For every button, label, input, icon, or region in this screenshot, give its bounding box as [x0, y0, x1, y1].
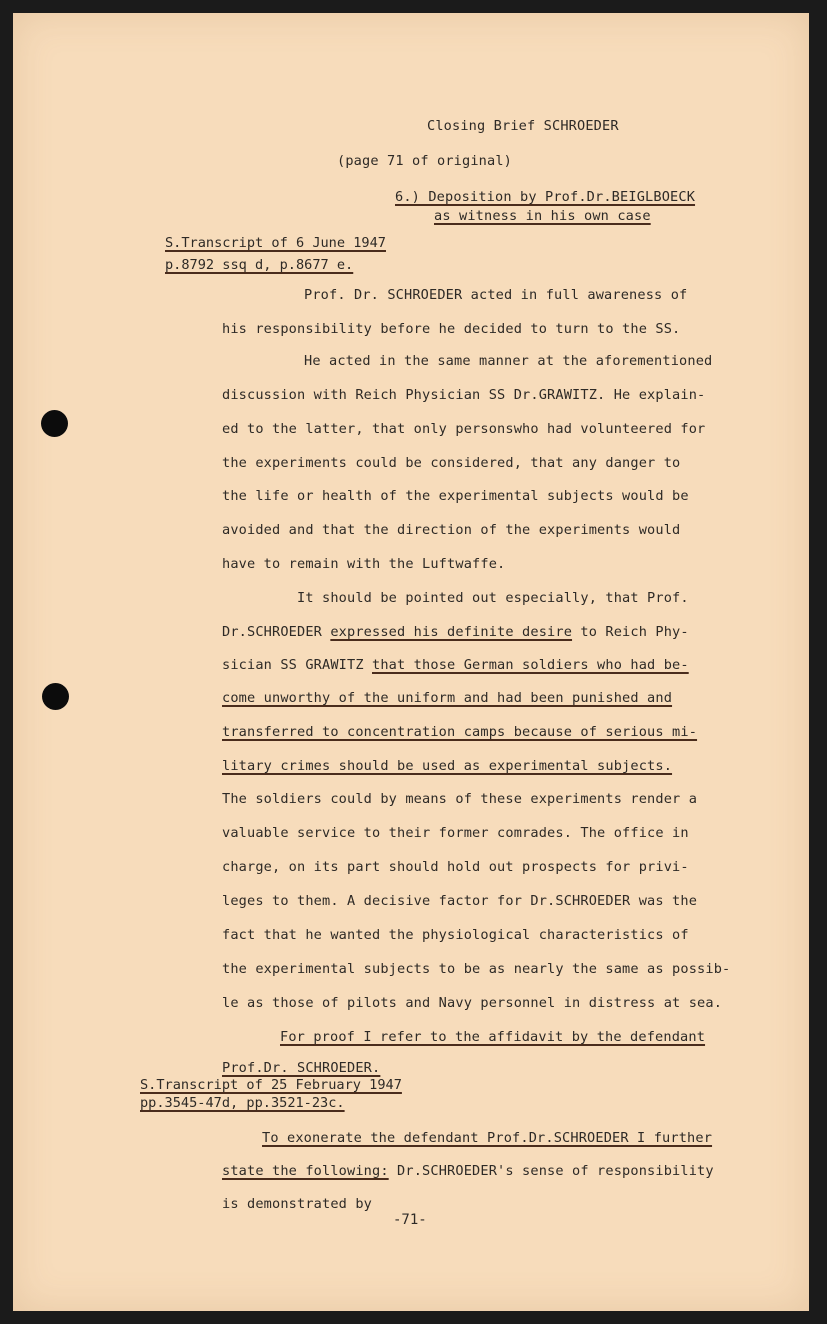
body-line: It should be pointed out especially, that Prof. [297, 590, 689, 606]
body-line-underlined: For proof I refer to the affidavit by the defendant [280, 1029, 706, 1045]
section-heading-line1: 6.) Deposition by Prof.Dr.BEIGLBOECK [395, 189, 696, 205]
body-segment: Dr.SCHROEDER's sense of responsibility [388, 1163, 714, 1179]
body-line-underlined: transferred to concentration camps because of serious mi- [222, 724, 698, 740]
body-line: the experimental subjects to be as nearly the same as possib- [222, 961, 731, 977]
body-line: valuable service to their former comrades. The office in [222, 825, 689, 841]
body-line [222, 1162, 714, 1180]
punch-hole-upper [41, 410, 68, 437]
body-line: He acted in the same manner at the aforementioned [304, 353, 713, 369]
page-number: -71- [393, 1212, 427, 1228]
body-line: the experiments could be considered, that any danger to [222, 455, 681, 471]
body-line-underlined: litary crimes should be used as experimental subjects. [222, 758, 673, 774]
body-line: Prof. Dr. SCHROEDER acted in full awareness of [304, 287, 688, 303]
punch-hole-lower [42, 683, 69, 710]
body-line: his responsibility before he decided to turn to the SS. [222, 321, 681, 337]
body-line-underlined: Prof.Dr. SCHROEDER. [222, 1060, 381, 1076]
margin-note-transcript-2: S.Transcript of 25 February 1947 [140, 1077, 402, 1093]
margin-note-transcript-1: S.Transcript of 6 June 1947 [165, 235, 386, 251]
body-line: fact that he wanted the physiological characteristics of [222, 927, 689, 943]
document-title: Closing Brief SCHROEDER [427, 118, 619, 134]
body-line: le as those of pilots and Navy personnel in distress at sea. [222, 995, 723, 1011]
underlined-phrase: To exonerate the defendant Prof.Dr.SCHROEDER I further [262, 1130, 713, 1146]
body-line: The soldiers could by means of these experiments render a [222, 791, 698, 807]
underlined-phrase: state the following: [222, 1163, 389, 1179]
body-line [222, 623, 689, 641]
body-line: the life or health of the experimental subjects would be [222, 488, 689, 504]
body-line [262, 1129, 712, 1147]
body-line: charge, on its part should hold out prospects for privi- [222, 859, 689, 875]
body-line: leges to them. A decisive factor for Dr.SCHROEDER was the [222, 893, 698, 909]
body-line: discussion with Reich Physician SS Dr.GRAWITZ. He explain- [222, 387, 706, 403]
body-line [222, 656, 689, 674]
margin-note-pages-2: pp.3545-47d, pp.3521-23c. [140, 1095, 345, 1111]
body-line: avoided and that the direction of the experiments would [222, 522, 681, 538]
body-segment: sician SS GRAWITZ [222, 657, 373, 673]
section-heading-line2: as witness in his own case [434, 208, 651, 224]
body-segment: to Reich Phy- [572, 624, 689, 640]
margin-note-pages-1: p.8792 ssq d, p.8677 e. [165, 257, 354, 273]
body-line: ed to the latter, that only personswho had volunteered for [222, 421, 706, 437]
body-line: is demonstrated by [222, 1196, 373, 1212]
body-line-underlined: come unworthy of the uniform and had been punished and [222, 690, 673, 706]
underlined-phrase: that those German soldiers who had be- [372, 657, 689, 673]
page-reference: (page 71 of original) [337, 153, 513, 169]
body-line: have to remain with the Luftwaffe. [222, 556, 506, 572]
body-segment: Dr.SCHROEDER [222, 624, 331, 640]
underlined-phrase: expressed his definite desire [330, 624, 573, 640]
